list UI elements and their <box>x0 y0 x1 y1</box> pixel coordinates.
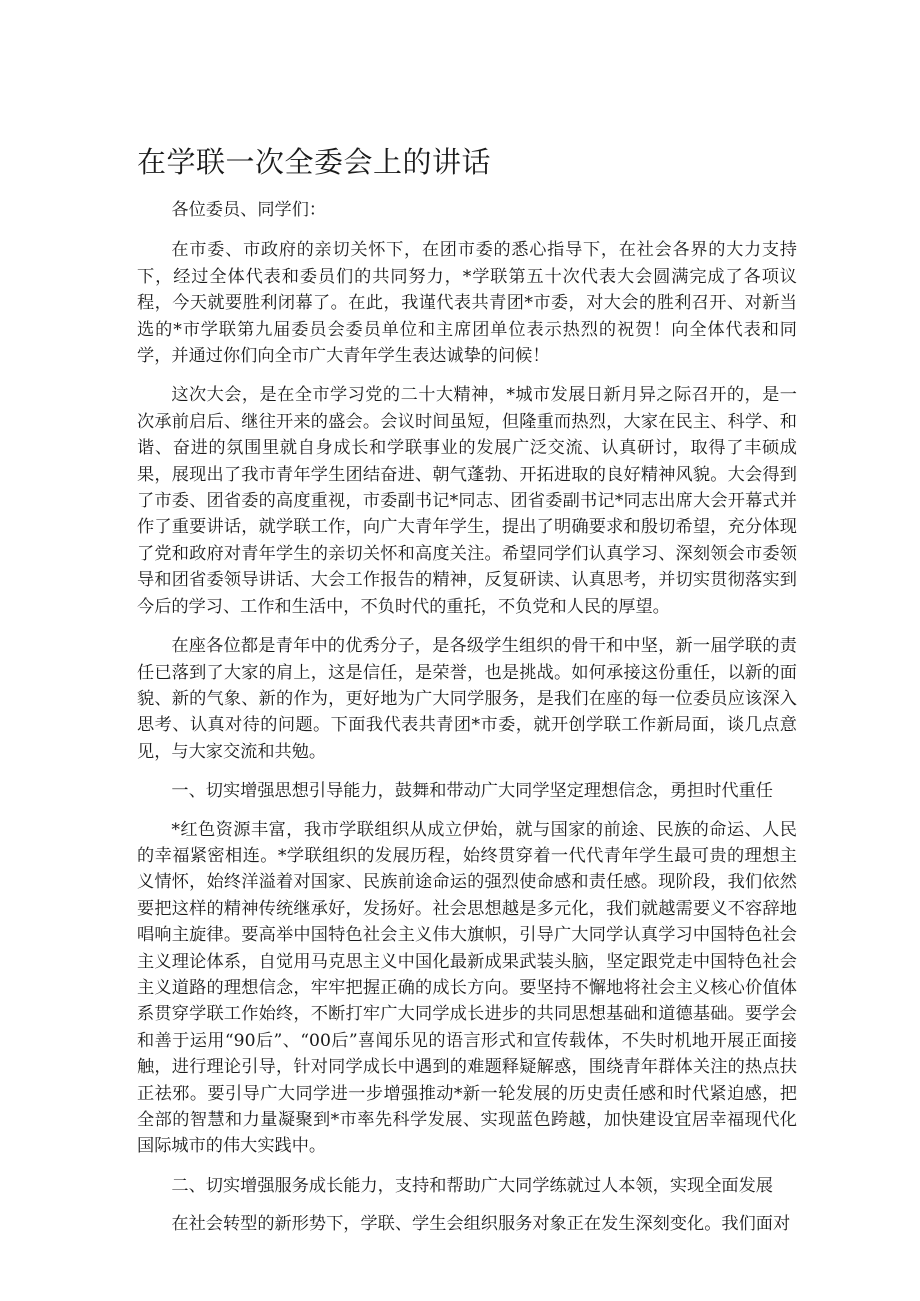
body-paragraph: *红色资源丰富，我市学联组织从成立伊始，就与国家的前途、民族的命运、人民的幸福紧密相连。*学联组织的发展历程，始终贯穿着一代代青年学生最可贵的理想主义情怀，始终洋溢着对国家、民族前途命运的强烈使命感和责任感。现阶段，我们依然要把这样的精神传统继承好，发扬好。社会思想越是多元化，我们就越需要义不容辞地唱响主旋律。要高举中国特色社会主义伟大旗帜，引导广大同学认真学习中国特色社会主义理论体系，自觉用马克思主义中国化最新成果武装头脑，坚定跟党走中国特色社会主义道路的理想信念，牢牢把握正确的成长方向。要坚持不懈地将社会主义核心价值体系贯穿学联工作始终，不断打牢广大同学成长进步的共同思想基础和道德基础。要学会和善于运用“90后”、“00后”喜闻乐见的语言形式和宣传载体，不失时机地开展正面接触，进行理论引导，针对同学成长中遇到的难题释疑解惑，围绕青年群体关注的热点扶正祛邪。要引导广大同学进一步增强推动*新一轮发展的历史责任感和时代紧迫感，把全部的智慧和力量凝聚到*市率先科学发展、实现蓝色跨越，加快建设宜居幸福现代化国际城市的伟大实践中。 <box>137 819 797 1157</box>
section-heading-1: 一、切实增强思想引导能力，鼓舞和带动广大同学坚定理想信念，勇担时代重任 <box>171 781 773 802</box>
document-body <box>137 197 797 1251</box>
document-title: 在学联一次全委会上的讲话 <box>137 145 492 179</box>
body-paragraph: 在座各位都是青年中的优秀分子，是各级学生组织的骨干和中坚，新一届学联的责任已落到了大家的肩上，这是信任，是荣誉，也是挑战。如何承接这份重任，以新的面貌、新的气象、新的作为，更好地为广大同学服务，是我们在座的每一位委员应该深入思考、认真对待的问题。下面我代表共青团*市委，就开创学联工作新局面，谈几点意见，与大家交流和共勉。 <box>137 636 797 762</box>
body-paragraph: 在市委、市政府的亲切关怀下，在团市委的悉心指导下，在社会各界的大力支持下，经过全体代表和委员们的共同努力，*学联第五十次代表大会圆满完成了各项议程，今天就要胜利闭幕了。在此，我谨代表共青团*市委，对大会的胜利召开、对新当选的*市学联第九届委员会委员单位和主席团单位表示热烈的祝贺！向全体代表和同学，并通过你们向全市广大青年学生表达诚挚的问候！ <box>137 240 797 367</box>
salutation-paragraph: 各位委员、同学们： <box>171 200 327 220</box>
body-paragraph: 在社会转型的新形势下，学联、学生会组织服务对象正在发生深刻变化。我们面对 <box>171 1214 791 1235</box>
body-paragraph: 这次大会，是在全市学习党的二十大精神，*城市发展日新月异之际召开的，是一次承前启后、继往开来的盛会。会议时间虽短，但隆重而热烈，大家在民主、科学、和谐、奋进的氛围里就自身成长和学联事业的发展广泛交流、认真研讨，取得了丰硕成果，展现出了我市青年学生团结奋进、朝气蓬勃、开拓进取的良好精神风貌。大会得到了市委、团省委的高度重视，市委副书记*同志、团省委副书记*同志出席大会开幕式并作了重要讲话，就学联工作，向广大青年学生，提出了明确要求和殷切希望，充分体现了党和政府对青年学生的亲切关怀和高度关注。希望同学们认真学习、深刻领会市委领导和团省委领导讲话、大会工作报告的精神，反复研读、认真思考，并切实贯彻落实到今后的学习、工作和生活中，不负时代的重托，不负党和人民的厚望。 <box>137 385 797 617</box>
section-heading-2: 二、切实增强服务成长能力，支持和帮助广大同学练就过人本领，实现全面发展 <box>171 1175 773 1196</box>
